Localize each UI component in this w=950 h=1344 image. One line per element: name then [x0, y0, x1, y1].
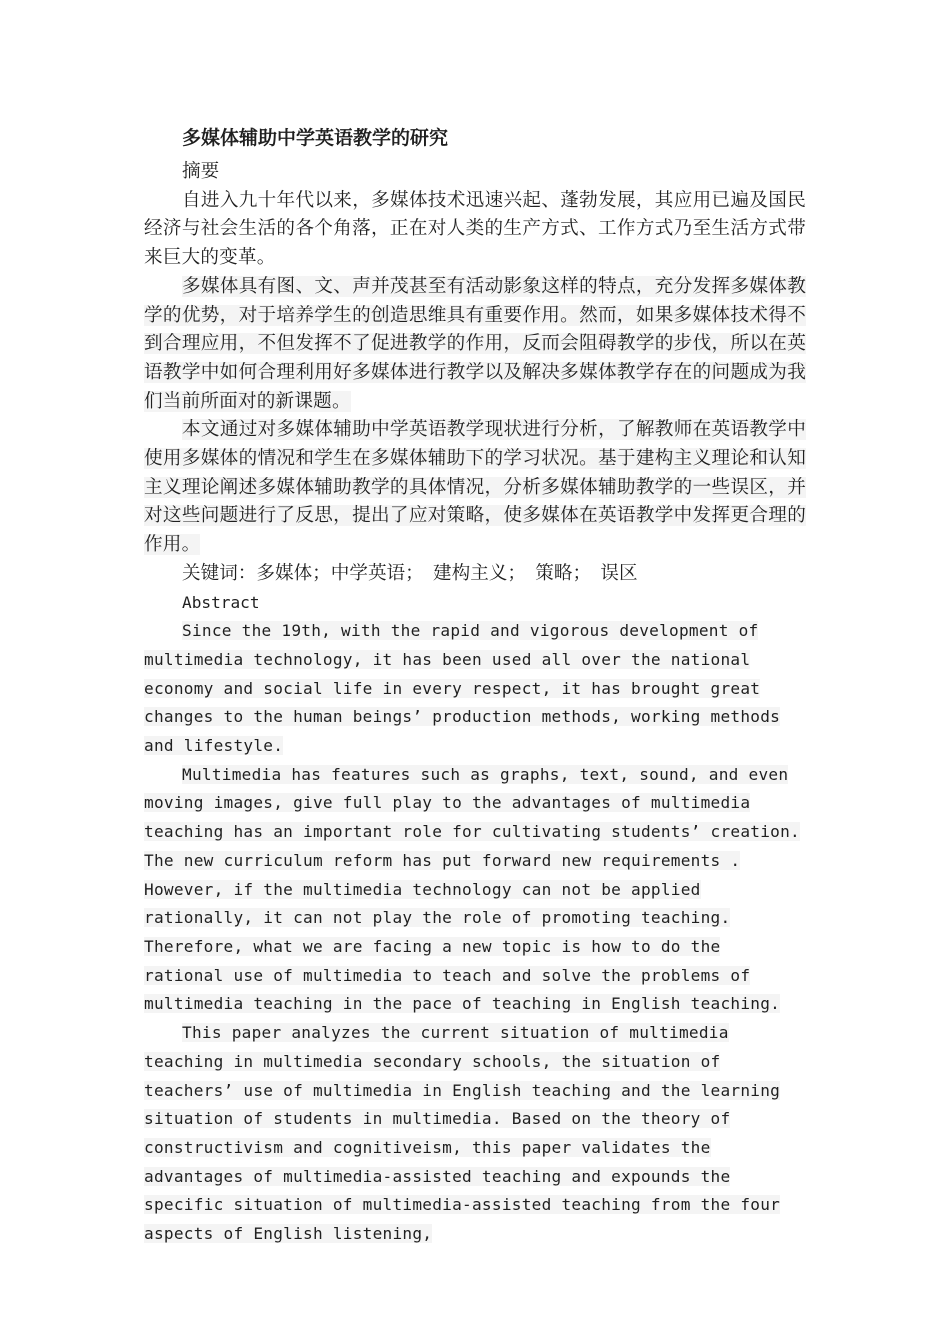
abstract-en-heading: Abstract [182, 592, 260, 612]
keywords-cn: 关键词：多媒体；中学英语； 建构主义； 策略； 误区 [182, 562, 638, 584]
abstract-cn-heading: 摘要 [182, 161, 220, 182]
paragraph-text: Since the 19th, with the rapid and vigorous development of multimedia technology, it has been used all over the national economy and social life in every respect, it has brought great changes to the human beings’ production methods, working methods and lifestyle. [144, 621, 781, 756]
abstract-en-paragraph [144, 617, 806, 761]
paragraph-text: 本文通过对多媒体辅助中学英语教学现状进行分析，了解教师在英语教学中使用多媒体的情况和学生在多媒体辅助下的学习状况。基于建构主义理论和认知主义理论阐述多媒体辅助教学的具体情况，分析多媒体辅助教学的一些误区，并对这些问题进行了反思，提出了应对策略，使多媒体在英语教学中发挥更合理的作用。 [144, 419, 806, 556]
abstract-en-paragraph [144, 1019, 806, 1249]
document-title: 多媒体辅助中学英语教学的研究 [182, 127, 449, 149]
abstract-en-paragraph [144, 761, 806, 1019]
abstract-cn-paragraph [144, 273, 806, 417]
abstract-cn-paragraph: 自进入九十年代以来，多媒体技术迅速兴起、蓬勃发展，其应用已遍及国民经济与社会生活的各个角落，正在对人类的生产方式、工作方式乃至生活方式带来巨大的变革。 [144, 189, 806, 269]
document-body [144, 124, 806, 1249]
paragraph-text: Multimedia has features such as graphs, text, sound, and even moving images, give full play to the advantages of multimedia teaching has an important role for cultivating students’ creation. The new curriculum reform has put forward new requirements . However, if the multimedia technology can not be applied rationally, it can not play the role of promoting teaching. Therefore, what we are facing a new topic is how to do the rational use of multimedia to teach and solve the problems of multimedia teaching in the pace of teaching in English teaching. [144, 764, 800, 1014]
abstract-cn-paragraph [144, 416, 806, 560]
paragraph-text: 多媒体具有图、文、声并茂甚至有活动影象这样的特点，充分发挥多媒体教学的优势，对于培养学生的创造思维具有重要作用。然而，如果多媒体技术得不到合理应用，不但发挥不了促进教学的作用，反而会阻碍教学的步伐，所以在英语教学中如何合理利用好多媒体进行教学以及解决多媒体教学存在的问题成为我们当前所面对的新课题。 [144, 275, 806, 412]
paragraph-text: This paper analyzes the current situation of multimedia teaching in multimedia secondary schools, the situation of teachers’ use of multimedia in English teaching and the learning situation of students in multimedia. Based on the theory of constructivism and cognitiveism, this paper validates the advantages of multimedia-assisted teaching and expounds the specific situation of multimedia-assisted teaching from the four aspects of English listening, [144, 1023, 781, 1244]
